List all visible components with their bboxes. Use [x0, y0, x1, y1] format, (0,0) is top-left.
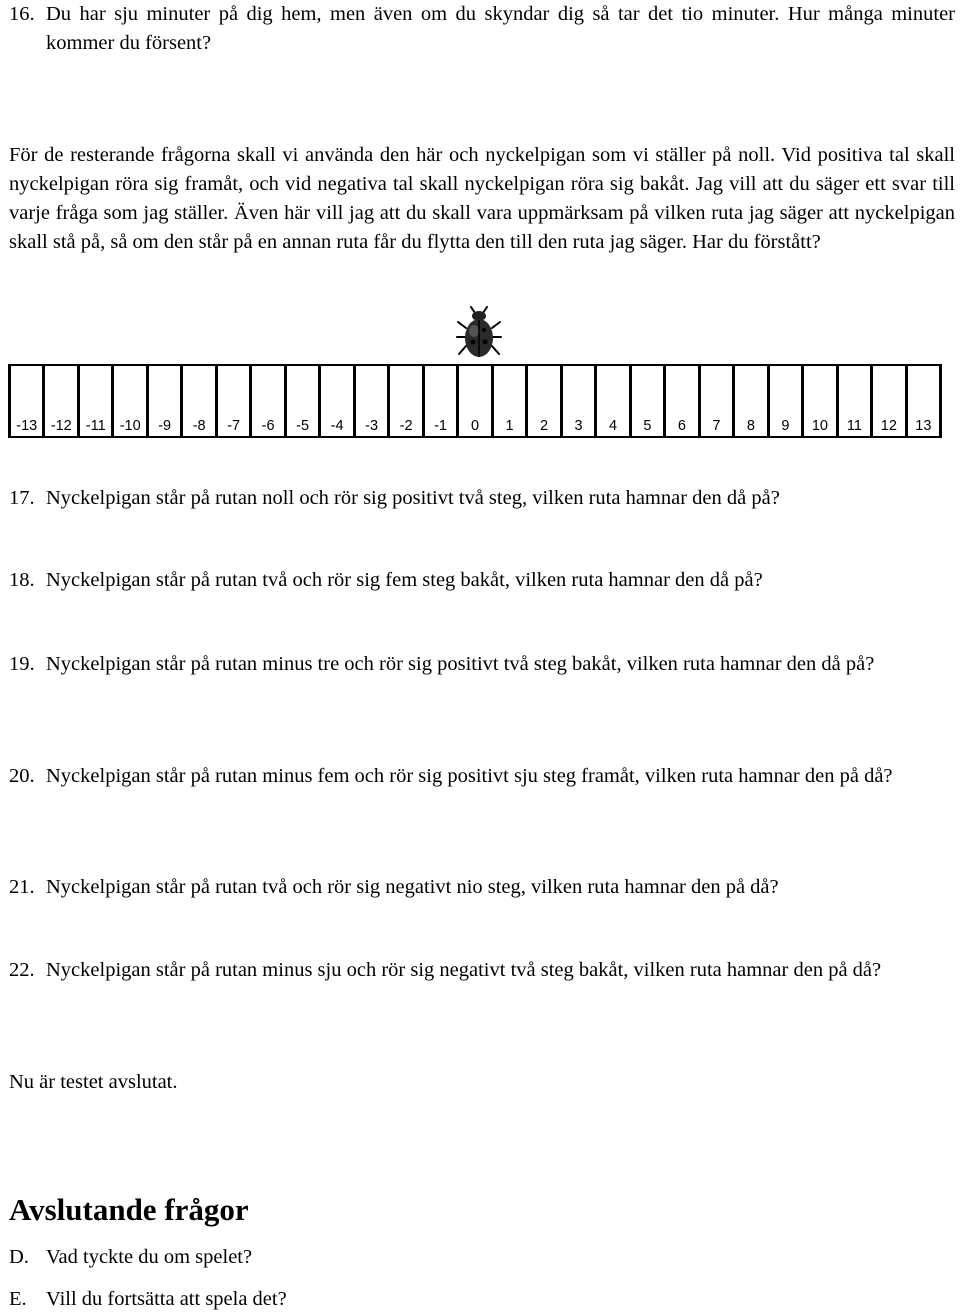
number-line-cell: [663, 366, 697, 436]
question-21: [9, 873, 955, 902]
number-line-cell: [870, 366, 904, 436]
number-line-cell: [698, 366, 732, 436]
number-line-cell: [180, 366, 214, 436]
number-line-cell: [767, 366, 801, 436]
question-text: Nyckelpigan står på rutan två och rör sig fem steg bakåt, vilken ruta hamnar den då på?: [46, 569, 763, 591]
question-16: [9, 0, 955, 58]
number-line-label: 1: [505, 418, 514, 434]
number-line-cell: [491, 366, 525, 436]
number-line-cell: [836, 366, 870, 436]
instructions-paragraph: För de resterande frågorna skall vi använda den här och nyckelpigan som vi ställer på noll. Vid positiva tal skall nyckelpigan röra sig framåt, och vid negativa tal skall nyckelpigan röra sig bakåt. Jag vill att du säger ett svar till varje fråga som jag ställer. Även här vill jag att du skall vara uppmärksam på vilken ruta jag säger att nyckelpigan skall stå på, så om den står på en annan ruta får du flytta den till den ruta jag säger. Har du förstått?: [9, 144, 955, 253]
number-line-label: -10: [119, 418, 141, 434]
number-line-label: -11: [85, 418, 106, 434]
number-line-cell: [387, 366, 421, 436]
number-line-cell: [111, 366, 145, 436]
question-text: Nyckelpigan står på rutan noll och rör sig positivt två steg, vilken ruta hamnar den då på?: [46, 487, 780, 509]
question-text: Vill du fortsätta att spela det?: [46, 1288, 287, 1310]
number-line-label: 13: [915, 418, 932, 434]
number-line-label: 11: [846, 418, 862, 434]
question-number: 22.: [9, 959, 35, 981]
test-end-text: Nu är testet avslutat.: [9, 1071, 178, 1093]
number-line-cell: [318, 366, 352, 436]
number-line-cell: [146, 366, 180, 436]
number-line-label: -6: [261, 418, 275, 434]
question-22: [9, 956, 955, 985]
number-line-label: 9: [781, 418, 790, 434]
section-heading: Avslutande frågor: [9, 1192, 249, 1227]
question-19: [9, 650, 955, 679]
question-number: 18.: [9, 569, 35, 591]
ladybug-icon: [456, 306, 502, 360]
number-line: [8, 364, 942, 438]
number-line-label: 7: [712, 418, 721, 434]
question-letter: D.: [9, 1246, 29, 1268]
number-line-label: 6: [677, 418, 686, 434]
number-line-label: -7: [227, 418, 241, 434]
number-line-cell: [629, 366, 663, 436]
number-line-cell: [456, 366, 490, 436]
number-line-label: -5: [296, 418, 310, 434]
number-line-cell: [8, 366, 42, 436]
number-line-label: -4: [330, 418, 344, 434]
question-20: [9, 762, 955, 791]
question-18: [9, 566, 955, 595]
question-text: Vad tyckte du om spelet?: [46, 1246, 253, 1268]
question-e: [9, 1285, 287, 1314]
question-17: [9, 484, 955, 513]
number-line-cell: [353, 366, 387, 436]
number-line-label: 8: [746, 418, 755, 434]
number-line-cell: [525, 366, 559, 436]
number-line-label: 2: [539, 418, 549, 434]
question-text: Nyckelpigan står på rutan minus tre och rör sig positivt två steg bakåt, vilken ruta hamnar den då på?: [46, 653, 875, 675]
number-line-cell: [594, 366, 628, 436]
question-text: Nyckelpigan står på rutan minus sju och rör sig negativt två steg bakåt, vilken ruta hamnar den på då?: [46, 959, 882, 981]
question-number: 19.: [9, 653, 35, 675]
number-line-label: 3: [574, 418, 583, 434]
question-d: [9, 1243, 252, 1272]
number-line-label: -9: [158, 418, 172, 434]
number-line-label: 10: [811, 418, 828, 434]
question-number: 17.: [9, 487, 35, 509]
number-line-label: -1: [434, 418, 447, 434]
number-line-label: 4: [608, 418, 618, 434]
number-line-label: 0: [471, 418, 480, 434]
number-line-cell: [905, 366, 942, 436]
question-letter: E.: [9, 1288, 27, 1310]
question-text: Nyckelpigan står på rutan två och rör sig negativt nio steg, vilken ruta hamnar den på då?: [46, 876, 779, 898]
number-line-cell: [560, 366, 594, 436]
number-line-label: -12: [50, 418, 72, 434]
number-line-label: -13: [16, 418, 38, 434]
number-line-label: -3: [365, 418, 379, 434]
number-line-cell: [801, 366, 835, 436]
number-line-label: 12: [880, 418, 897, 434]
number-line-label: -8: [192, 418, 206, 434]
question-number: 21.: [9, 876, 35, 898]
number-line-cell: [215, 366, 249, 436]
question-text: Du har sju minuter på dig hem, men även om du skyndar dig så tar det tio minuter. Hur många minuter kommer du försent?: [46, 3, 955, 54]
question-text: Nyckelpigan står på rutan minus fem och rör sig positivt sju steg framåt, vilken ruta hamnar den på då?: [46, 765, 893, 787]
number-line-cell: [77, 366, 111, 436]
number-line-cell: [42, 366, 76, 436]
question-number: 20.: [9, 765, 35, 787]
number-line-cell: [422, 366, 456, 436]
number-line-cell: [284, 366, 318, 436]
number-line-cell: [249, 366, 283, 436]
number-line-cell: [732, 366, 766, 436]
number-line-label: 5: [643, 418, 652, 434]
question-number: 16.: [9, 3, 35, 25]
number-line-label: -2: [399, 418, 413, 434]
